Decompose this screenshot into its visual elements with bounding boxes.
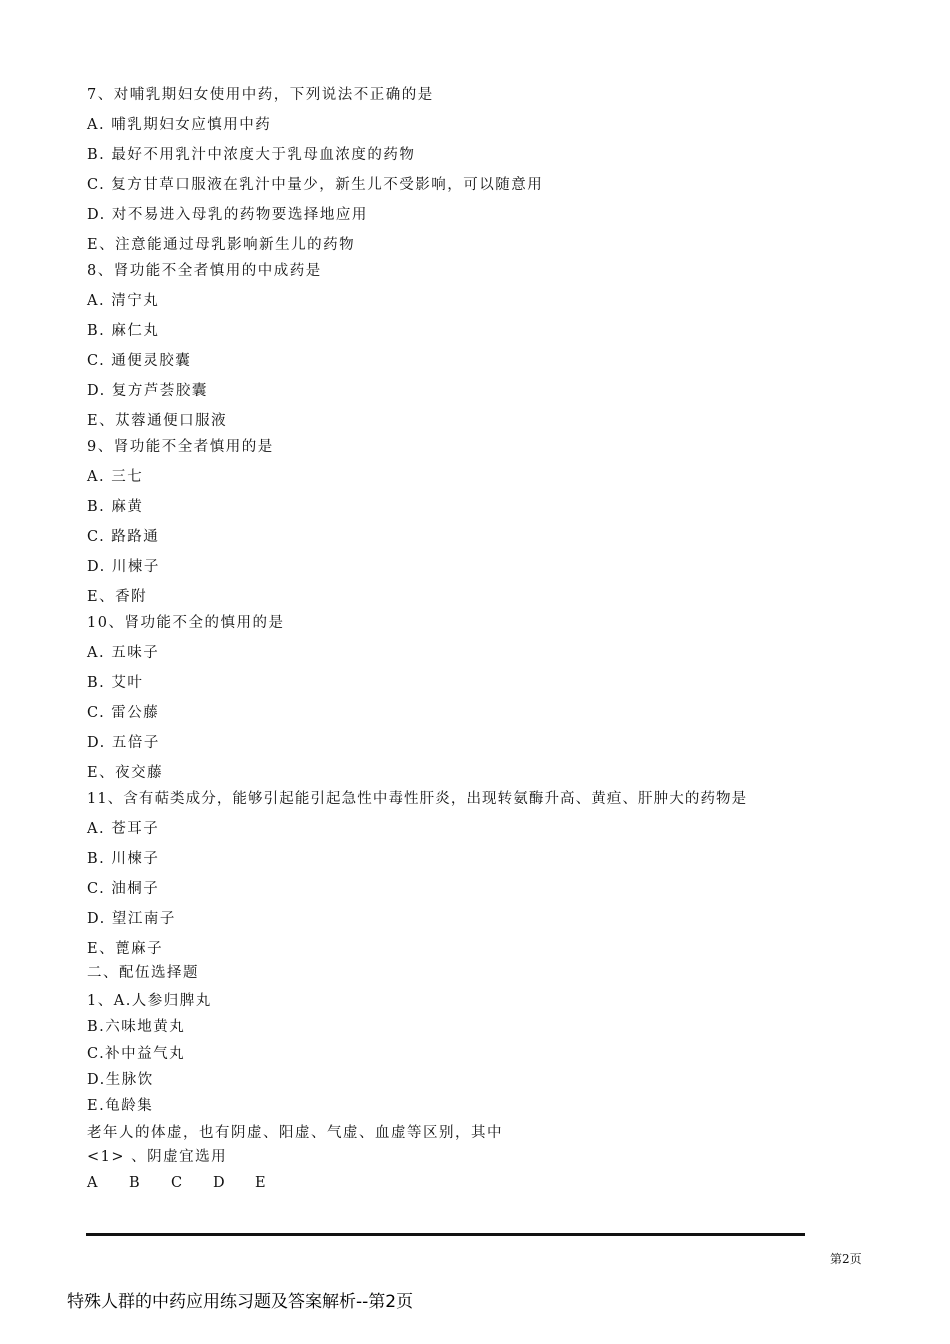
option-text: D. 望江南子 <box>87 911 176 927</box>
option-text: D. 对不易进入母乳的药物要选择地应用 <box>87 207 368 223</box>
option-text: C. 通便灵胶囊 <box>87 353 192 369</box>
question-8-stem: 8、肾功能不全者慎用的中成药是 <box>87 263 322 279</box>
matching-option: B.六味地黄丸 <box>87 1019 186 1035</box>
option-text: A. 清宁丸 <box>87 293 160 309</box>
option-text: D. 五倍子 <box>87 735 160 751</box>
option-text: A. 五味子 <box>87 645 160 661</box>
answer-option-a: A <box>87 1175 98 1191</box>
option-text: B. 麻仁丸 <box>87 323 160 339</box>
answer-options-row <box>87 1174 297 1192</box>
answer-option-b: B <box>129 1175 140 1191</box>
matching-option: C.补中益气丸 <box>87 1046 186 1062</box>
option-text: E、蓖麻子 <box>87 941 164 957</box>
answer-option-c: C <box>171 1175 183 1191</box>
option-text: D. 复方芦荟胶囊 <box>87 383 208 399</box>
question-9-stem: 9、肾功能不全者慎用的是 <box>87 439 274 455</box>
question-10-stem: 10、肾功能不全的慎用的是 <box>87 615 285 631</box>
option-text: C. 油桐子 <box>87 881 160 897</box>
answer-option-e: E <box>255 1175 266 1191</box>
question-7-stem: 7、对哺乳期妇女使用中药，下列说法不正确的是 <box>87 87 434 103</box>
option-text: E、香附 <box>87 589 148 605</box>
document-title: 特殊人群的中药应用练习题及答案解析--第2页 <box>67 1292 414 1312</box>
option-text: A. 苍耳子 <box>87 821 160 837</box>
page-number: 第2页 <box>830 1252 862 1266</box>
option-text: B. 艾叶 <box>87 675 144 691</box>
matching-option: E.龟龄集 <box>87 1098 154 1114</box>
footer-divider <box>86 1233 805 1236</box>
option-text: E、夜交藤 <box>87 765 164 781</box>
answer-option-d: D <box>213 1175 225 1191</box>
option-text: C. 雷公藤 <box>87 705 160 721</box>
question-11-stem: 11、含有萜类成分，能够引起能引起急性中毒性肝炎，出现转氨酶升高、黄疸、肝肿大的药物是 <box>87 791 748 807</box>
matching-option: 1、A.人参归脾丸 <box>87 993 212 1009</box>
sub-question-1: <1> 、阴虚宜选用 <box>87 1149 228 1165</box>
option-text: E、注意能通过母乳影响新生儿的药物 <box>87 237 356 253</box>
option-text: B. 最好不用乳汁中浓度大于乳母血浓度的药物 <box>87 147 416 163</box>
option-text: D. 川楝子 <box>87 559 160 575</box>
option-text: C. 复方甘草口服液在乳汁中量少，新生儿不受影响，可以随意用 <box>87 177 544 193</box>
option-text: A. 三七 <box>87 469 144 485</box>
option-text: A. 哺乳期妇女应慎用中药 <box>87 117 272 133</box>
option-text: B. 川楝子 <box>87 851 160 867</box>
matching-option: D.生脉饮 <box>87 1072 154 1088</box>
option-text: B. 麻黄 <box>87 499 144 515</box>
section-heading: 二、配伍选择题 <box>87 965 199 981</box>
matching-context: 老年人的体虚，也有阴虚、阳虚、气虚、血虚等区别，其中 <box>87 1125 503 1141</box>
option-text: E、苁蓉通便口服液 <box>87 413 228 429</box>
option-text: C. 路路通 <box>87 529 160 545</box>
